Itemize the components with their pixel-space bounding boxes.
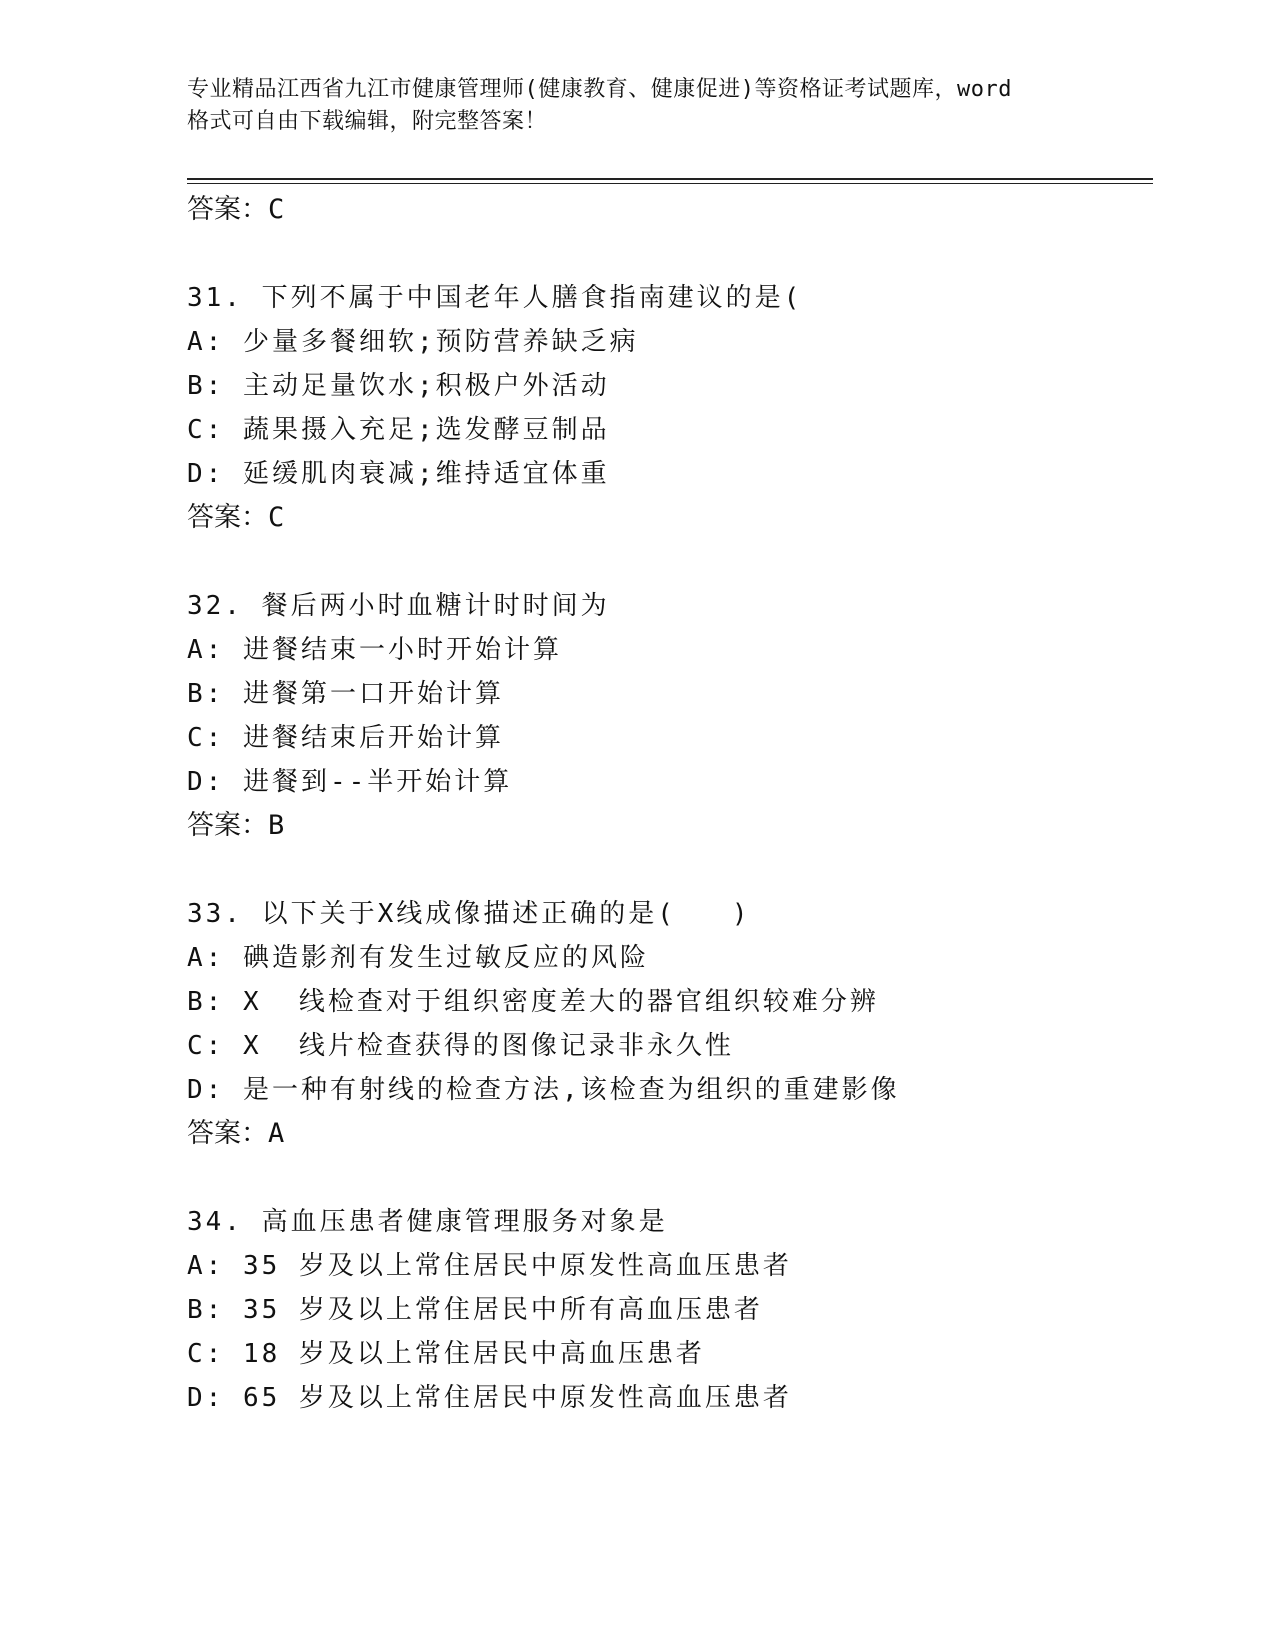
answer-label: 答案： [187,502,268,533]
header-divider [187,178,1153,180]
question-stem: 33. 以下关于X线成像描述正确的是( ) [187,899,751,929]
option-d: D: 延缓肌肉衰减;维持适宜体重 [187,459,610,489]
option-d: D: 是一种有射线的检查方法,该检查为组织的重建影像 [187,1075,900,1105]
answer-key: C [268,194,285,225]
question-stem: 32. 餐后两小时血糖计时时间为 [187,591,610,621]
answer-key: C [268,502,285,533]
answer-label: 答案： [187,810,268,841]
option-d: D: 进餐到--半开始计算 [187,767,513,797]
option-b: B: 35 岁及以上常住居民中所有高血压患者 [187,1295,763,1325]
answer-key: A [268,1118,285,1149]
answer-line [187,194,284,226]
option-a: A: 35 岁及以上常住居民中原发性高血压患者 [187,1251,792,1281]
answer-line [187,1118,284,1150]
answer-key: B [268,810,285,841]
header-line-1: 专业精品江西省九江市健康管理师(健康教育、健康促进)等资格证考试题库，word [187,77,1012,102]
question-stem: 34. 高血压患者健康管理服务对象是 [187,1207,668,1237]
option-c: C: 18 岁及以上常住居民中高血压患者 [187,1339,705,1369]
answer-label: 答案： [187,194,268,225]
option-a: A: 碘造影剂有发生过敏反应的风险 [187,943,649,973]
option-b: B: 进餐第一口开始计算 [187,679,504,709]
header-line-2: 格式可自由下载编辑，附完整答案！ [187,109,548,134]
option-b: B: X 线检查对于组织密度差大的器官组织较难分辨 [187,987,879,1017]
option-b: B: 主动足量饮水;积极户外活动 [187,371,610,401]
answer-label: 答案： [187,1118,268,1149]
answer-line [187,810,284,842]
option-d: D: 65 岁及以上常住居民中原发性高血压患者 [187,1383,792,1413]
answer-line [187,502,284,534]
document-header [187,74,1087,138]
option-c: C: X 线片检查获得的图像记录非永久性 [187,1031,734,1061]
header-divider-thin [187,183,1153,184]
option-c: C: 进餐结束后开始计算 [187,723,504,753]
option-a: A: 进餐结束一小时开始计算 [187,635,562,665]
question-stem: 31. 下列不属于中国老年人膳食指南建议的是( [187,283,803,313]
option-c: C: 蔬果摄入充足;选发酵豆制品 [187,415,610,445]
option-a: A: 少量多餐细软;预防营养缺乏病 [187,327,639,357]
